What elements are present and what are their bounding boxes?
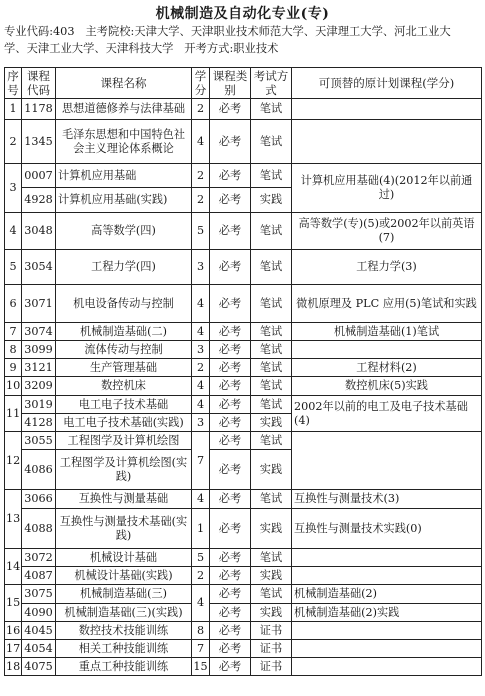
name-cell: 高等数学(四) (56, 213, 192, 250)
type-cell: 必考 (210, 188, 251, 213)
credit-cell: 3 (192, 250, 210, 285)
seq-cell: 18 (5, 658, 22, 676)
seq-cell: 6 (5, 285, 22, 323)
seq-cell: 7 (5, 323, 22, 341)
replace-cell (292, 99, 482, 120)
table-row (5, 640, 482, 658)
name-cell: 工程图学及计算机绘图(实践) (56, 450, 192, 490)
table-row (5, 250, 482, 285)
name-cell: 互换性与测量基础 (56, 490, 192, 509)
credit-cell: 2 (192, 567, 210, 585)
replace-cell: 工程力学(3) (292, 250, 482, 285)
name-cell: 机械制造基础(三) (56, 585, 192, 604)
table-row (5, 120, 482, 164)
table-row (5, 164, 482, 188)
header-exam: 考试方式 (251, 68, 292, 99)
schools-label: 主考院校: (85, 25, 135, 38)
credit-cell: 15 (192, 658, 210, 676)
table-row (5, 396, 482, 414)
major-code: 403 (53, 25, 75, 38)
type-cell: 必考 (210, 120, 251, 164)
replace-cell: 互换性与测量技术实践(0) (292, 509, 482, 549)
seq-cell: 12 (5, 432, 22, 490)
replace-cell (292, 120, 482, 164)
header-type: 课程类别 (210, 68, 251, 99)
header-seq: 序号 (5, 68, 22, 99)
header-replace: 可顶替的原计划课程(学分) (292, 68, 482, 99)
credit-cell: 4 (192, 377, 210, 396)
exam-cell: 实践 (251, 604, 292, 622)
table-row (5, 490, 482, 509)
name-cell: 机械制造基础(三)(实践) (56, 604, 192, 622)
exam-cell: 实践 (251, 450, 292, 490)
type-cell: 必考 (210, 567, 251, 585)
code-cell: 4054 (22, 640, 56, 658)
name-cell: 电工电子技术基础 (56, 396, 192, 414)
name-cell: 毛泽东思想和中国特色社会主义理论体系概论 (56, 120, 192, 164)
replace-cell: 互换性与测量技术(3) (292, 490, 482, 509)
type-cell: 必考 (210, 450, 251, 490)
code-cell: 3048 (22, 213, 56, 250)
exam-cell: 证书 (251, 640, 292, 658)
exam-cell: 笔试 (251, 323, 292, 341)
table-row (5, 509, 482, 549)
credit-cell: 5 (192, 213, 210, 250)
table-row (5, 377, 482, 396)
replace-cell (292, 622, 482, 640)
exam-cell: 笔试 (251, 549, 292, 567)
exam-cell: 证书 (251, 622, 292, 640)
type-cell: 必考 (210, 285, 251, 323)
code-cell: 3072 (22, 549, 56, 567)
exam-cell: 笔试 (251, 285, 292, 323)
type-cell: 必考 (210, 622, 251, 640)
type-cell: 必考 (210, 640, 251, 658)
code-cell: 4128 (22, 414, 56, 432)
code-cell: 1345 (22, 120, 56, 164)
header-credit: 学分 (192, 68, 210, 99)
schools-line-2: 学、天津工业大学、天津科技大学 (4, 41, 174, 55)
type-cell: 必考 (210, 432, 251, 450)
code-cell: 3074 (22, 323, 56, 341)
code-cell: 4045 (22, 622, 56, 640)
name-cell: 相关工种技能训练 (56, 640, 192, 658)
credit-cell: 4 (192, 323, 210, 341)
table-row (5, 432, 482, 450)
course-table (4, 67, 482, 676)
name-cell: 数控机床 (56, 377, 192, 396)
type-cell: 必考 (210, 414, 251, 432)
table-row (5, 585, 482, 604)
name-cell: 互换性与测量技术基础(实践) (56, 509, 192, 549)
credit-cell: 4 (192, 585, 210, 622)
replace-cell: 微机原理及 PLC 应用(5)笔试和实践 (292, 285, 482, 323)
seq-cell: 16 (5, 622, 22, 640)
credit-cell: 4 (192, 396, 210, 414)
code-cell: 3054 (22, 250, 56, 285)
type-cell: 必考 (210, 377, 251, 396)
header-name: 课程名称 (56, 68, 192, 99)
exam-cell: 笔试 (251, 99, 292, 120)
code-cell: 4087 (22, 567, 56, 585)
table-row (5, 99, 482, 120)
mode-label: 开考方式: (184, 41, 234, 55)
exam-cell: 笔试 (251, 120, 292, 164)
exam-mode: 职业技术 (233, 41, 279, 55)
credit-cell: 4 (192, 120, 210, 164)
code-cell: 4086 (22, 450, 56, 490)
replace-cell: 2002年以前的电工及电子技术基础(4) (292, 396, 482, 432)
credit-cell: 5 (192, 549, 210, 567)
name-cell: 重点工种技能训练 (56, 658, 192, 676)
code-cell: 4088 (22, 509, 56, 549)
exam-cell: 笔试 (251, 490, 292, 509)
type-cell: 必考 (210, 250, 251, 285)
exam-cell: 笔试 (251, 250, 292, 285)
type-cell: 必考 (210, 341, 251, 359)
code-cell: 4928 (22, 188, 56, 213)
seq-cell: 1 (5, 99, 22, 120)
type-cell: 必考 (210, 213, 251, 250)
exam-cell: 实践 (251, 414, 292, 432)
credit-cell: 2 (192, 359, 210, 377)
exam-cell: 笔试 (251, 396, 292, 414)
seq-cell: 17 (5, 640, 22, 658)
credit-cell: 2 (192, 99, 210, 120)
type-cell: 必考 (210, 99, 251, 120)
replace-cell: 机械制造基础(2) (292, 585, 482, 604)
table-row (5, 604, 482, 622)
code-cell: 4090 (22, 604, 56, 622)
name-cell: 机械设计基础 (56, 549, 192, 567)
credit-cell: 4 (192, 490, 210, 509)
type-cell: 必考 (210, 658, 251, 676)
replace-cell: 机械制造基础(1)笔试 (292, 323, 482, 341)
credit-cell: 2 (192, 188, 210, 213)
replace-cell (292, 567, 482, 585)
table-row (5, 285, 482, 323)
seq-cell: 13 (5, 490, 22, 549)
replace-cell: 数控机床(5)实践 (292, 377, 482, 396)
exam-cell: 实践 (251, 567, 292, 585)
seq-cell: 3 (5, 164, 22, 213)
seq-cell: 15 (5, 585, 22, 622)
seq-cell: 14 (5, 549, 22, 585)
name-cell: 生产管理基础 (56, 359, 192, 377)
credit-cell: 3 (192, 414, 210, 432)
seq-cell: 9 (5, 359, 22, 377)
credit-cell: 3 (192, 341, 210, 359)
replace-cell: 机械制造基础(2)实践 (292, 604, 482, 622)
exam-cell: 证书 (251, 658, 292, 676)
seq-cell: 5 (5, 250, 22, 285)
credit-cell: 7 (192, 640, 210, 658)
major-meta (4, 24, 482, 57)
exam-cell: 实践 (251, 188, 292, 213)
name-cell: 工程力学(四) (56, 250, 192, 285)
name-cell: 思想道德修养与法律基础 (56, 99, 192, 120)
name-cell: 机电设备传动与控制 (56, 285, 192, 323)
table-row (5, 213, 482, 250)
type-cell: 必考 (210, 490, 251, 509)
replace-cell: 计算机应用基础(4)(2012年以前通过) (292, 164, 482, 213)
name-cell: 工程图学及计算机绘图 (56, 432, 192, 450)
name-cell: 机械设计基础(实践) (56, 567, 192, 585)
code-cell: 3055 (22, 432, 56, 450)
table-row (5, 622, 482, 640)
meta-line-2 (4, 41, 482, 58)
type-cell: 必考 (210, 164, 251, 188)
name-cell: 电工电子技术基础(实践) (56, 414, 192, 432)
code-cell: 3075 (22, 585, 56, 604)
replace-cell: 高等数学(专)(5)或2002年以前英语(7) (292, 213, 482, 250)
seq-cell: 10 (5, 377, 22, 396)
name-cell: 计算机应用基础 (56, 164, 192, 188)
table-row (5, 323, 482, 341)
seq-cell: 11 (5, 396, 22, 432)
exam-cell: 笔试 (251, 585, 292, 604)
type-cell: 必考 (210, 509, 251, 549)
schools-line-1: 天津大学、天津职业技术师范大学、天津理工大学、河北工业大 (134, 25, 451, 38)
replace-cell (292, 640, 482, 658)
replace-cell (292, 432, 482, 490)
name-cell: 数控技术技能训练 (56, 622, 192, 640)
type-cell: 必考 (210, 359, 251, 377)
code-cell: 4075 (22, 658, 56, 676)
exam-cell: 笔试 (251, 432, 292, 450)
replace-cell (292, 658, 482, 676)
seq-cell: 8 (5, 341, 22, 359)
table-row (5, 567, 482, 585)
code-cell: 3099 (22, 341, 56, 359)
replace-cell: 工程材料(2) (292, 359, 482, 377)
code-cell: 0007 (22, 164, 56, 188)
exam-cell: 笔试 (251, 341, 292, 359)
exam-cell: 笔试 (251, 213, 292, 250)
replace-cell (292, 341, 482, 359)
code-cell: 3121 (22, 359, 56, 377)
name-cell: 计算机应用基础(实践) (56, 188, 192, 213)
type-cell: 必考 (210, 549, 251, 567)
name-cell: 机械制造基础(二) (56, 323, 192, 341)
credit-cell: 1 (192, 509, 210, 549)
table-row (5, 341, 482, 359)
exam-cell: 笔试 (251, 377, 292, 396)
credit-cell: 2 (192, 164, 210, 188)
credit-cell: 8 (192, 622, 210, 640)
code-cell: 1178 (22, 99, 56, 120)
exam-cell: 笔试 (251, 164, 292, 188)
code-cell: 3209 (22, 377, 56, 396)
code-cell: 3066 (22, 490, 56, 509)
code-label: 专业代码: (4, 25, 53, 38)
credit-cell: 7 (192, 432, 210, 490)
header-code: 课程代码 (22, 68, 56, 99)
exam-cell: 笔试 (251, 359, 292, 377)
table-header-row (5, 68, 482, 99)
table-row (5, 549, 482, 567)
replace-cell (292, 549, 482, 567)
seq-cell: 2 (5, 120, 22, 164)
credit-cell: 4 (192, 285, 210, 323)
name-cell: 流体传动与控制 (56, 341, 192, 359)
exam-cell: 实践 (251, 509, 292, 549)
type-cell: 必考 (210, 396, 251, 414)
table-row (5, 658, 482, 676)
document-title: 机械制造及自动化专业(专) (155, 6, 330, 22)
code-cell: 3071 (22, 285, 56, 323)
seq-cell: 4 (5, 213, 22, 250)
meta-line-1 (4, 24, 482, 41)
type-cell: 必考 (210, 585, 251, 604)
code-cell: 3019 (22, 396, 56, 414)
table-row (5, 359, 482, 377)
type-cell: 必考 (210, 323, 251, 341)
type-cell: 必考 (210, 604, 251, 622)
